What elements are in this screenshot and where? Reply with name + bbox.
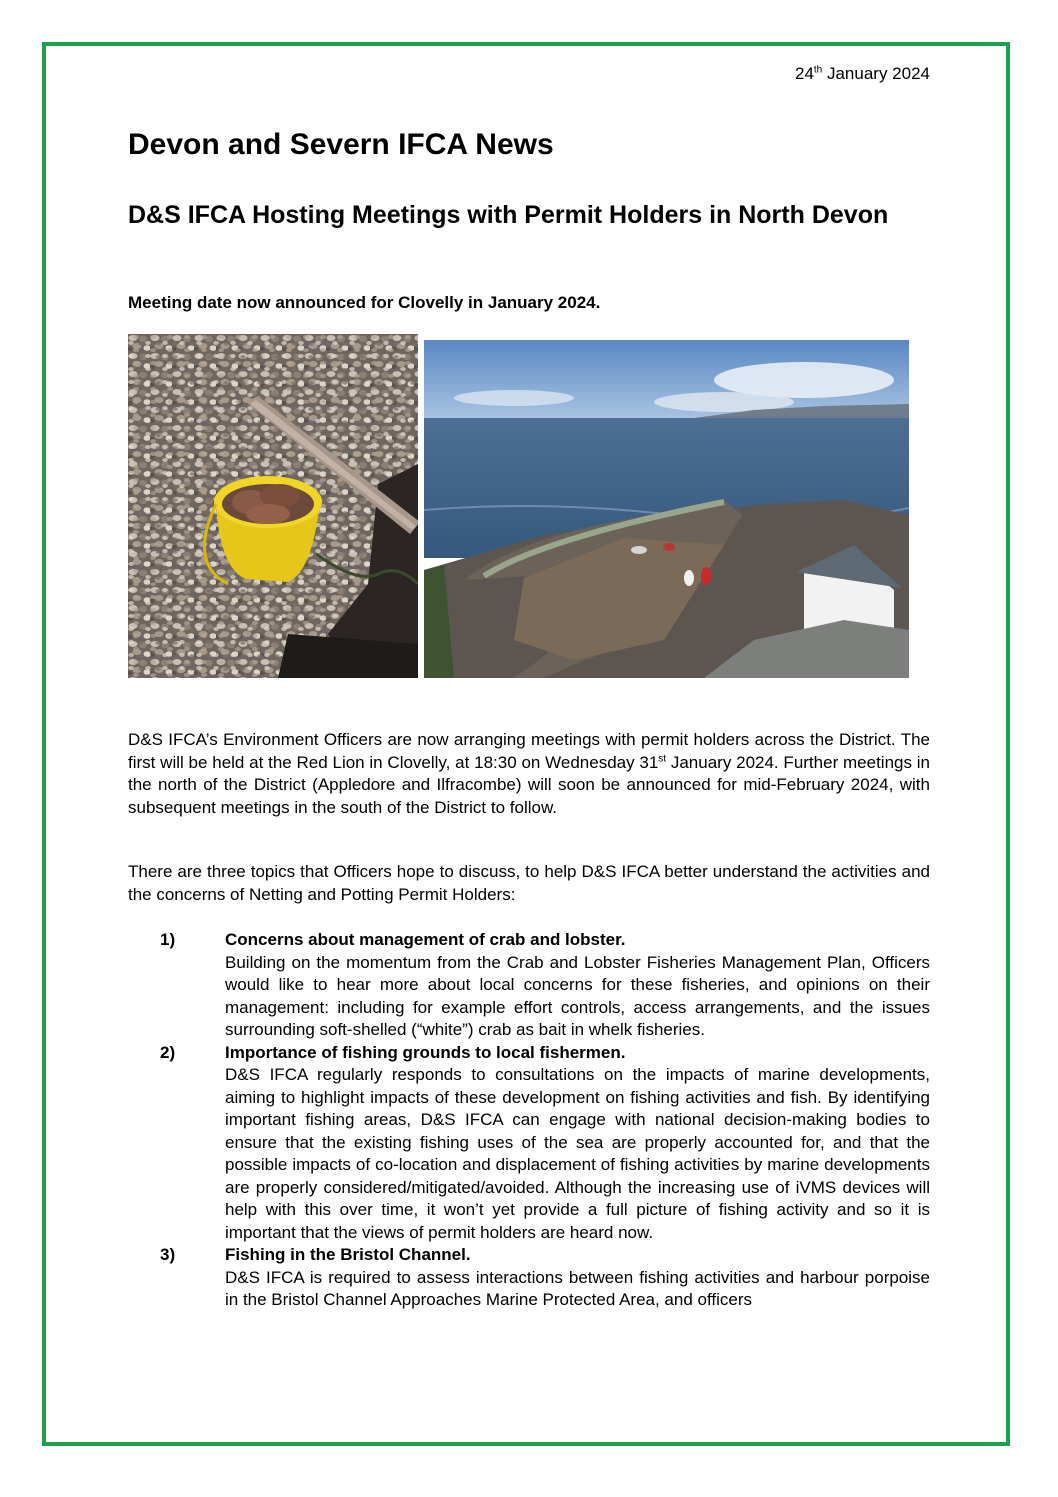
topics-list: [160, 929, 930, 1312]
list-item-title: Importance of fishing grounds to local fishermen.: [225, 1042, 626, 1062]
list-item-text: D&S IFCA is required to assess interactions between fishing activities and harbour porpoise in the Bristol Channel Approaches Marine Protected Area, and officers: [225, 1267, 930, 1309]
document-date: 24th January 2024: [794, 64, 930, 83]
article-subheadline: Meeting date now announced for Clovelly in January 2024.: [128, 293, 601, 312]
article-headline: D&S IFCA Hosting Meetings with Permit Holders in North Devon: [128, 201, 889, 229]
list-item-text: Building on the momentum from the Crab and Lobster Fisheries Management Plan, Officers would like to hear more about local concerns for these fisheries, and opinions on their management: including for example effort controls, access arrangements, and the issues surrounding soft-shelled (“white”) crab as bait in whelk fisheries.: [225, 952, 930, 1039]
topics-intro-paragraph: There are three topics that Officers hope to discuss, to help D&S IFCA better understand the activities and the concerns of Netting and Potting Permit Holders:: [128, 862, 930, 904]
clovelly-harbour-photo: [424, 340, 909, 678]
list-item-text: D&S IFCA regularly responds to consultations on the impacts of marine developments, aiming to highlight impacts of these development on fishing activities and fish. By identifying important fishing areas, D&S IFCA can engage with national decision-making bodies to ensure that the existing fishing uses of the sea are properly accounted for, and that the possible impacts of co-location and displacement of fishing activities by marine developments are properly considered/mitigated/avoided. Although the increasing use of iVMS devices will help with this over time, it won’t yet provide a full picture of fishing activity and so it is important that the views of permit holders are heard now.: [225, 1065, 930, 1242]
list-item: [160, 1244, 930, 1312]
list-item-title: Fishing in the Bristol Channel.: [225, 1245, 471, 1264]
intro-paragraph: D&S IFCA’s Environment Officers are now arranging meetings with permit holders across the District. The first will be held at the Red Lion in Clovelly, at 18:30 on Wednesday 31st January 2024. Further meetings in the north of the District (Appledore and Ilfracombe) will soon be announced for mid-February 2024, with subsequent meetings in the south of the District to follow.: [128, 730, 930, 817]
list-item: [160, 1042, 930, 1245]
list-item-number: 2): [160, 1042, 176, 1062]
list-item-title: Concerns about management of crab and lobster.: [225, 930, 626, 949]
list-item-number: 1): [160, 930, 176, 949]
page-title: Devon and Severn IFCA News: [128, 128, 554, 161]
crab-bucket-photo: [128, 334, 418, 678]
list-item: [160, 929, 930, 1042]
list-item-number: 3): [160, 1245, 176, 1264]
